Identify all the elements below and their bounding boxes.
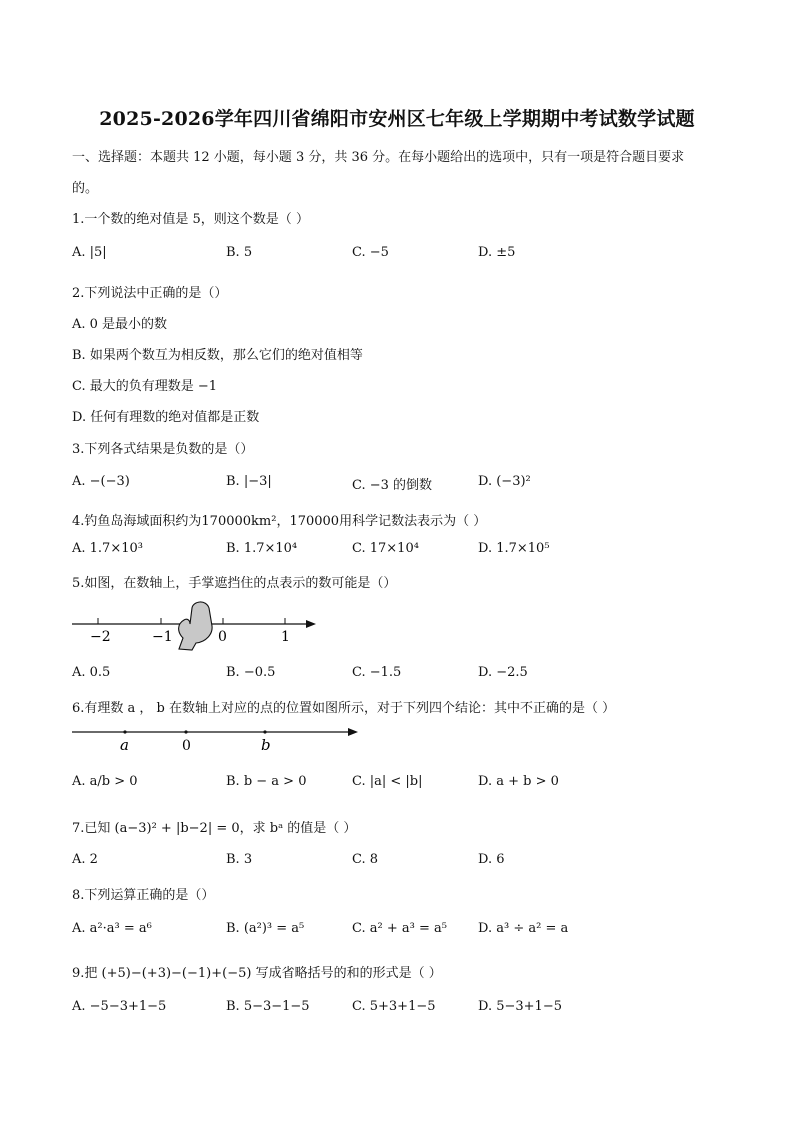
q3-option-d: D. (−3)²: [478, 474, 531, 489]
question-9-stem: 9.把 (+5)−(+3)−(−1)+(−5) 写成省略括号的和的形式是（ ）: [72, 966, 442, 981]
q7-option-d: D. 6: [478, 852, 505, 867]
q9-option-d: D. 5−3+1−5: [478, 999, 562, 1014]
q7-option-b: B. 3: [226, 852, 253, 867]
tick-label: −2: [90, 629, 111, 645]
q5-option-b: B. −0.5: [226, 665, 276, 680]
q6-number-line-figure: [66, 721, 366, 757]
point-b: [263, 730, 266, 733]
q4-option-b: B. 1.7×10⁴: [226, 541, 298, 556]
q5-number-line-figure: [66, 598, 326, 654]
q1-option-c: C. −5: [352, 245, 389, 260]
q2-option-c: C. 最大的负有理数是 −1: [72, 379, 218, 394]
question-4-stem: 4.钓鱼岛海域面积约为170000km²，170000用科学记数法表示为（ ）: [72, 514, 487, 529]
tick-label: 1: [281, 629, 290, 645]
question-5-stem: 5.如图，在数轴上，手掌遮挡住的点表示的数可能是（）: [72, 576, 397, 591]
tick-label: 0: [182, 738, 191, 754]
q2-option-d: D. 任何有理数的绝对值都是正数: [72, 410, 260, 425]
q4-option-d: D. 1.7×10⁵: [478, 541, 550, 556]
q1-option-d: D. ±5: [478, 245, 516, 260]
q9-option-c: C. 5+3+1−5: [352, 999, 436, 1014]
q5-option-a: A. 0.5: [72, 665, 111, 680]
page-title: 2025-2026学年四川省绵阳市安州区七年级上学期期中考试数学试题: [99, 108, 695, 130]
q1-option-a: A. |5|: [72, 245, 107, 260]
hand-icon: [179, 602, 212, 650]
question-1-stem: 1.一个数的绝对值是 5，则这个数是（ ）: [72, 212, 309, 227]
q3-option-b: B. |−3|: [226, 474, 272, 489]
q9-option-b: B. 5−3−1−5: [226, 999, 310, 1014]
q8-option-b: B. (a²)³ = a⁵: [226, 921, 305, 936]
number-line-arrow: [348, 728, 358, 736]
q6-option-d: D. a + b > 0: [478, 774, 559, 789]
section-heading-line1: 一、选择题：本题共 12 小题，每小题 3 分，共 36 分。在每小题给出的选项中，只有一项是符合题目要求: [72, 150, 685, 165]
q8-option-c: C. a² + a³ = a⁵: [352, 921, 447, 936]
tick-label: 0: [218, 629, 227, 645]
q4-option-c: C. 17×10⁴: [352, 541, 419, 556]
number-line-arrow: [306, 620, 316, 628]
q3-option-a: A. −(−3): [72, 474, 130, 489]
question-3-stem: 3.下列各式结果是负数的是（）: [72, 442, 254, 457]
q8-option-a: A. a²·a³ = a⁶: [72, 921, 152, 936]
tick-label: −1: [152, 629, 173, 645]
q7-option-a: A. 2: [72, 852, 98, 867]
point-a: [123, 730, 126, 733]
question-6-stem: 6.有理数 a ， b 在数轴上对应的点的位置如图所示，对于下列四个结论：其中不正确的是（ ）: [72, 701, 616, 716]
q2-option-b: B. 如果两个数互为相反数，那么它们的绝对值相等: [72, 348, 363, 363]
q9-option-a: A. −5−3+1−5: [72, 999, 167, 1014]
q6-option-a: A. a/b > 0: [72, 774, 138, 789]
q6-option-b: B. b − a > 0: [226, 774, 307, 789]
q1-option-b: B. 5: [226, 245, 253, 260]
q2-option-a: A. 0 是最小的数: [72, 317, 168, 332]
tick-label: b: [261, 736, 271, 754]
tick-label: a: [120, 736, 129, 754]
q8-option-d: D. a³ ÷ a² = a: [478, 921, 569, 936]
question-7-stem: 7.已知 (a−3)² + |b−2| = 0，求 bᵃ 的值是（ ）: [72, 821, 357, 836]
section-heading-line2: 的。: [72, 181, 99, 196]
point-zero: [184, 730, 187, 733]
q3-option-c: C. −3 的倒数: [352, 478, 433, 493]
q5-option-c: C. −1.5: [352, 665, 402, 680]
q7-option-c: C. 8: [352, 852, 379, 867]
q5-option-d: D. −2.5: [478, 665, 528, 680]
question-8-stem: 8.下列运算正确的是（）: [72, 888, 215, 903]
q4-option-a: A. 1.7×10³: [72, 541, 143, 556]
question-2-stem: 2.下列说法中正确的是（）: [72, 286, 228, 301]
q6-option-c: C. |a| < |b|: [352, 774, 423, 789]
